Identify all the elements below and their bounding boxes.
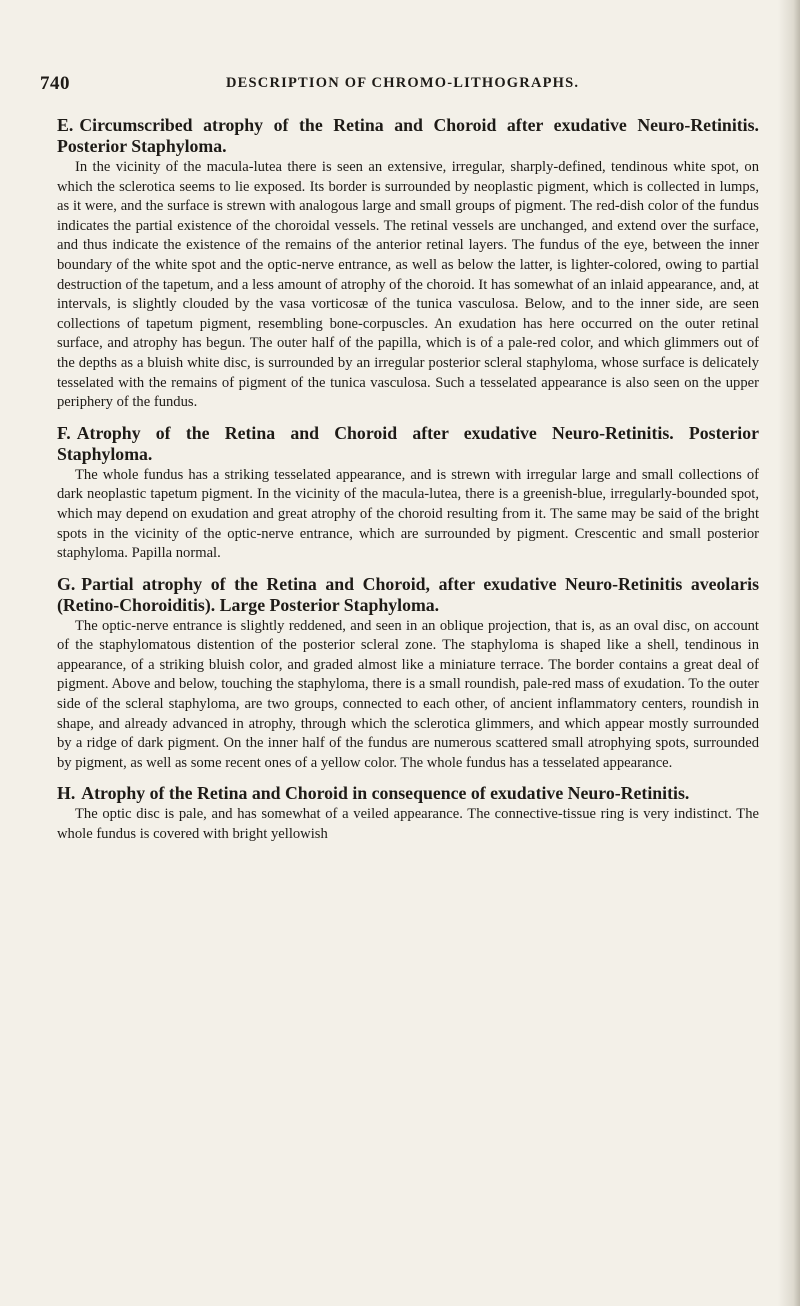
section-paragraph: The optic disc is pale, and has somewhat of a veiled appearance. The connective-tissue ring is very indistinct. The whole fundus is covered with bright yellowish [57, 806, 759, 843]
section-paragraph: The optic-nerve entrance is slightly reddened, and seen in an oblique projection, that is, as an oval disc, on account of the staphylomatous distention of the posterior scleral zone. The staphyloma is shaped like a shell, tendinous in appearance, of a striking bluish color, and graded almost like a miniature terrace. The border contains a great deal of pigment. Above and below, touching the staphyloma, there is a small roundish, pale-red mass of exudation. To the outer side of the scleral staphyloma, are two groups, connected to each other, of ancient inflammatory centers, roundish in shape, and already advanced in atrophy, through which the sclerotica glimmers, and which appear mostly surrounded by a ridge of dark pigment. On the inner half of the fundus are numerous scattered small atrophying spots, surrounded by pigment, as well as some recent ones of a yellow color. The whole fundus has a tesselated appearance. [57, 617, 759, 771]
section-heading [57, 423, 759, 465]
section-e [57, 115, 759, 413]
page-body [57, 115, 759, 855]
section-title: Atrophy of the Retina and Choroid after exudative Neuro-Retinitis. Posterior Staphyloma. [57, 422, 759, 464]
section-letter: H. [57, 783, 76, 804]
section-title: Partial atrophy of the Retina and Choroid, after exudative Neuro-Retinitis aveolaris (Retino-Choroiditis). Large Posterior Staphyloma. [57, 573, 759, 615]
running-head [40, 73, 760, 99]
page-number: 740 [40, 73, 70, 94]
section-g [57, 574, 759, 774]
section-paragraph: The whole fundus has a striking tesselated appearance, and is strewn with irregular large and small collections of dark neoplastic tapetum pigment. In the vicinity of the macula-lutea, there is a greenish-blue, irregularly-bounded spot, which may depend on exudation and great atrophy of the choroid resulting from it. The same may be said of the bright spots in the vicinity of the optic-nerve entrance, which are surrounded by pigment. Crescentic and small posterior staphyloma. Papilla normal. [57, 466, 759, 562]
section-heading [57, 783, 759, 804]
section-letter: F. [57, 422, 71, 443]
section-letter: E. [57, 115, 74, 135]
section-paragraph: In the vicinity of the macula-lutea there is seen an extensive, irregular, sharply-defined, tendinous white spot, on which the sclerotica seems to lie exposed. Its border is surrounded by neoplastic pigment, which is collected in lumps, as it were, and the surface is strewn with analogous large and small groups of pigment. The red-dish color of the fundus indicates the partial existence of the choroidal vessels. The retinal vessels are unchanged, and extend over the surface, and thus indicate the existence of the remains of the anterior retinal layers. The fundus of the eye, between the inner boundary of the white spot and the optic-nerve entrance, as well as below the latter, is lighter-colored, owing to partial destruction of the tapetum, and a less amount of atrophy of the choroid. It has somewhat of an inlaid appearance, and, at intervals, is slightly clouded by the vasa vorticosæ of the tunica vasculosa. Below, and to the inner side, are seen collections of tapetum pigment, resembling bone-corpuscles. An exudation has here occurred on the outer retinal surface, and atrophy has begun. The outer half of the papilla, which is of a pale-red color, and which glimmers out of the depths as a bluish white disc, is surrounded by an irregular posterior scleral staphyloma, whose surface is delicately tesselated with the remains of pigment of the tunica vasculosa. Such a tesselated appearance is also seen on the upper periphery of the fundus. [57, 159, 759, 411]
section-heading [57, 574, 759, 616]
section-h [57, 783, 759, 844]
section-letter: G. [57, 573, 76, 594]
section-heading [57, 115, 759, 157]
running-title: DESCRIPTION OF CHROMO-LITHOGRAPHS. [226, 75, 580, 91]
section-title: Circumscribed atrophy of the Retina and Choroid after exudative Neuro-Retinitis. Posterior Staphyloma. [57, 115, 759, 156]
section-title: Atrophy of the Retina and Choroid in consequence of exudative Neuro-Retinitis. [81, 783, 690, 804]
section-f [57, 423, 759, 564]
page-edge-shadow [778, 0, 800, 1306]
